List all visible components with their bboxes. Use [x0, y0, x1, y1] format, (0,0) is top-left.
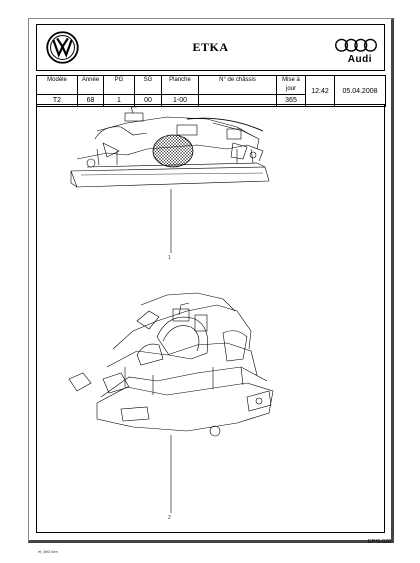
label-chassis: N° de châssis [199, 76, 277, 95]
footer-file-note: et_fid3.htm [38, 549, 58, 554]
engine-drawing [37, 105, 386, 534]
engine-2-illustration [69, 293, 273, 436]
callout-1-label: 1 [168, 255, 171, 261]
value-sg: 00 [135, 95, 162, 107]
label-mise-a-jour: Mise à jour [277, 76, 306, 95]
value-planche: 1-00 [162, 95, 199, 107]
parts-drawing-area [36, 104, 385, 533]
page-header [36, 24, 385, 71]
label-pg: PG [104, 76, 135, 95]
page-code: EPIS 020 [368, 539, 392, 545]
value-mise-a-jour: 365 [277, 95, 306, 107]
date-cell: 05.04.2008 [335, 76, 386, 107]
value-annee: 68 [78, 95, 104, 107]
value-modele: T2 [37, 95, 78, 107]
time-cell: 12:42 [306, 76, 335, 107]
info-table [36, 75, 386, 107]
label-planche: Planche [162, 76, 199, 95]
engine-1-fan-housing [153, 135, 193, 167]
value-pg: 1 [104, 95, 135, 107]
label-sg: SG [135, 76, 162, 95]
label-annee: Année [78, 76, 104, 95]
page-title: ETKA [192, 40, 229, 54]
label-modele: Modèle [37, 76, 78, 95]
callout-2-label: 2 [168, 515, 171, 521]
audi-wordmark: Audi [347, 54, 372, 65]
